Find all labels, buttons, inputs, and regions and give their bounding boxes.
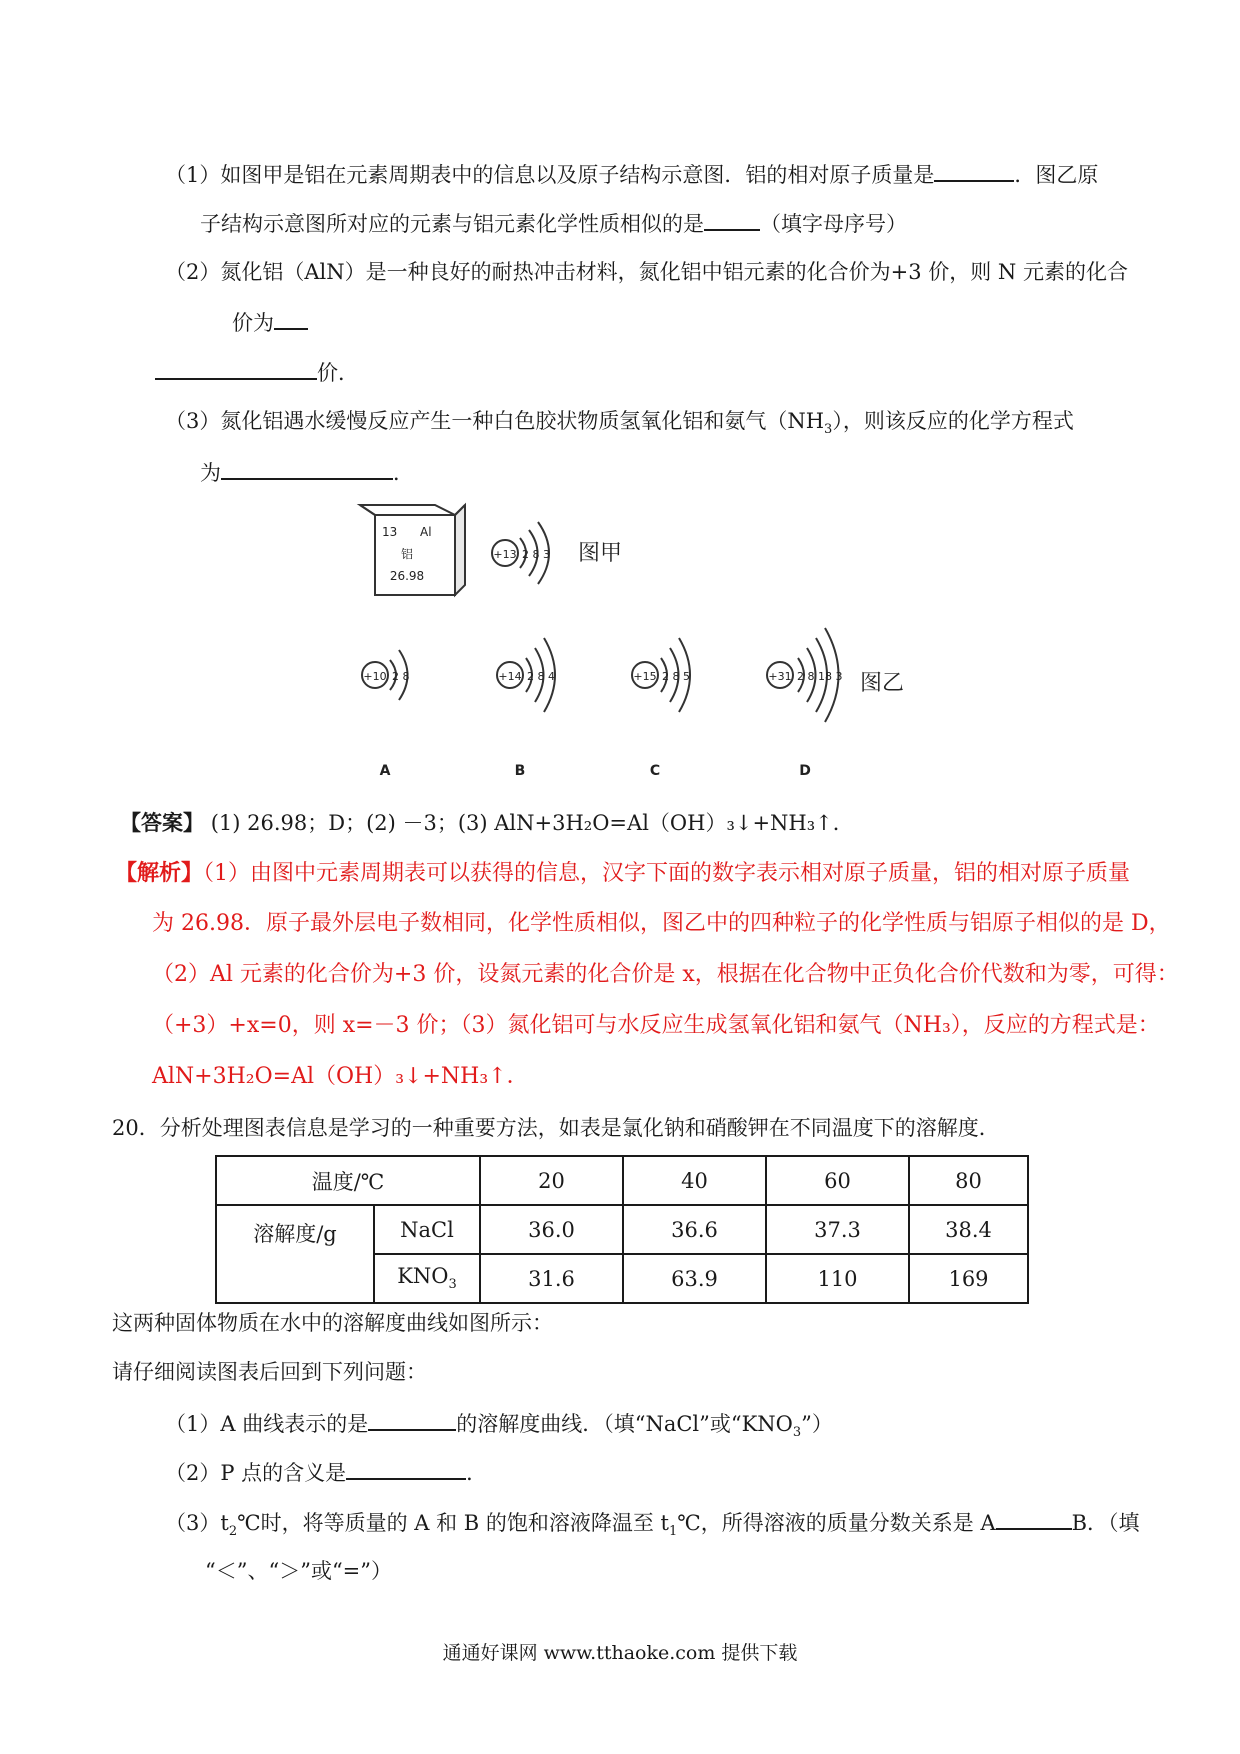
- electron-shells: 2 8 18 3: [797, 670, 843, 683]
- table-row: [216, 1156, 1028, 1205]
- page-footer: 通通好课网 www.tthaoke.com 提供下载: [442, 1642, 798, 1664]
- q19-part2-line1: （2）氮化铝（AlN）是一种良好的耐热冲击材料，氮化铝中铝元素的化合价为+3 价，则 N 元素的化合: [165, 260, 1128, 284]
- q20-part3-line2: “＜”、“＞”或“=”）: [205, 1559, 393, 1583]
- figure-jia-label: 图甲: [578, 541, 623, 566]
- nucleus-charge: +14: [498, 670, 522, 683]
- temp-cell: 60: [766, 1156, 909, 1205]
- temp-cell: 40: [623, 1156, 766, 1205]
- atom-d-diagram: [767, 628, 842, 779]
- atomic-number: 13: [382, 525, 398, 539]
- q19-part1-line1: （1）如图甲是铝在元素周期表中的信息以及原子结构示意图．铝的相对原子质量是 ．图乙原: [165, 158, 1098, 190]
- kno3-label: $KNO_3$: [374, 1254, 480, 1303]
- element-cell-cube: [360, 505, 465, 595]
- nacl-label: NaCl: [374, 1205, 480, 1254]
- q20-after-table-2: 请仔细阅读图表后回到下列问题：: [112, 1360, 427, 1384]
- q19-part2-line3: 价．: [155, 356, 359, 388]
- answer-blank: [221, 456, 393, 480]
- solubility-table: [215, 1155, 1029, 1304]
- kno3-value: 169: [909, 1254, 1028, 1303]
- q20-part2: （2）P 点的含义是 ．: [165, 1456, 487, 1488]
- nucleus-charge: +10: [363, 670, 387, 683]
- answer-blank: [934, 158, 1014, 182]
- analysis-line-4: （+3）+x=0，则 x=－3 价；（3）氮化铝可与水反应生成氢氧化铝和氨气（NH₃），反应的方程式是：: [152, 1013, 1160, 1038]
- nacl-value: 38.4: [909, 1205, 1028, 1254]
- temp-cell: 80: [909, 1156, 1028, 1205]
- answer-text: (1) 26.98；D；(2) －3；(3) AlN+3H₂O=Al（OH）₃↓+NH₃↑．: [210, 811, 854, 835]
- figure-yi-label: 图乙: [860, 671, 905, 696]
- electron-shells: 2 8 3: [522, 548, 550, 561]
- analysis-line-3: （2）Al 元素的化合价为+3 价，设氮元素的化合价是 x，根据在化合物中正负化合价代数和为零，可得：: [152, 962, 1179, 987]
- answer-blank: [704, 207, 760, 231]
- option-letter: B: [514, 763, 526, 779]
- atom-b-diagram: [497, 638, 555, 779]
- nucleus-charge: +15: [633, 670, 657, 683]
- electron-shells: 2 8 5: [662, 670, 690, 683]
- kno3-value: 31.6: [480, 1254, 623, 1303]
- element-symbol: Al: [420, 525, 432, 539]
- answer-blank: [274, 306, 308, 330]
- answer-blank: [155, 356, 317, 380]
- analysis-line-2: 为 26.98．原子最外层电子数相同，化学性质相似，图乙中的四种粒子的化学性质与铝原子相似的是 D，: [152, 911, 1171, 936]
- atom-structure-figure: [340, 500, 920, 800]
- table-row: [216, 1205, 1028, 1254]
- q20-part1: （1）A 曲线表示的是 的溶解度曲线．（填“NaCl”或“$KNO_3$”）: [165, 1407, 833, 1448]
- electron-shells: 2 8 4: [527, 670, 555, 683]
- nacl-value: 36.6: [623, 1205, 766, 1254]
- q20-after-table-1: 这两种固体物质在水中的溶解度曲线如图所示：: [112, 1311, 553, 1335]
- analysis-line-5: AlN+3H₂O=Al（OH）₃↓+NH₃↑．: [152, 1064, 529, 1089]
- al-atom-diagram: [492, 522, 550, 584]
- answer-blank: [346, 1456, 466, 1480]
- analysis-label: 【解析】: [115, 860, 204, 886]
- electron-shells: 2 8: [392, 670, 410, 683]
- analysis-line-1: 【解析】（1）由图中元素周期表可以获得的信息，汉字下面的数字表示相对原子质量，铝的相对原子质量: [115, 860, 1131, 886]
- q20-part3-line1: $(3)t_2℃$时，将等质量的 A 和 B 的饱和溶液降温至 $t_1℃$，所得溶液的质量分数关系是 A B．（填: [165, 1506, 1140, 1547]
- q19-part2-line2: 价为: [232, 306, 308, 338]
- answer-line: [120, 808, 854, 838]
- nacl-value: 37.3: [766, 1205, 909, 1254]
- q19-part3-line2: 为 ．: [200, 456, 414, 488]
- option-letter: A: [379, 763, 391, 779]
- q20-intro: 20．分析处理图表信息是学习的一种重要方法，如表是氯化钠和硝酸钾在不同温度下的溶解度．: [112, 1116, 1000, 1140]
- atom-a-diagram: [362, 650, 410, 779]
- answer-blank: [368, 1407, 456, 1431]
- option-letter: C: [649, 763, 661, 779]
- temp-cell: 20: [480, 1156, 623, 1205]
- kno3-value: 110: [766, 1254, 909, 1303]
- nucleus-charge: +13: [493, 548, 517, 561]
- atom-c-diagram: [632, 638, 690, 779]
- temp-header: 温度/℃: [216, 1156, 480, 1205]
- answer-label: 【答案】: [120, 810, 204, 835]
- answer-blank: [996, 1506, 1072, 1530]
- nacl-value: 36.0: [480, 1205, 623, 1254]
- solubility-label: 溶解度/g: [216, 1205, 374, 1303]
- q19-part1-line2: 子结构示意图所对应的元素与铝元素化学性质相似的是 （填字母序号）: [200, 207, 907, 239]
- element-name: 铝: [400, 547, 414, 561]
- option-letter: D: [799, 763, 811, 779]
- atomic-mass: 26.98: [389, 569, 425, 583]
- nucleus-charge: +31: [768, 670, 792, 683]
- kno3-value: 63.9: [623, 1254, 766, 1303]
- q19-part3-line1: （3）氮化铝遇水缓慢反应产生一种白色胶状物质氢氧化铝和氨气$(NH_3)$，则该反应的化学方程式: [165, 409, 1074, 438]
